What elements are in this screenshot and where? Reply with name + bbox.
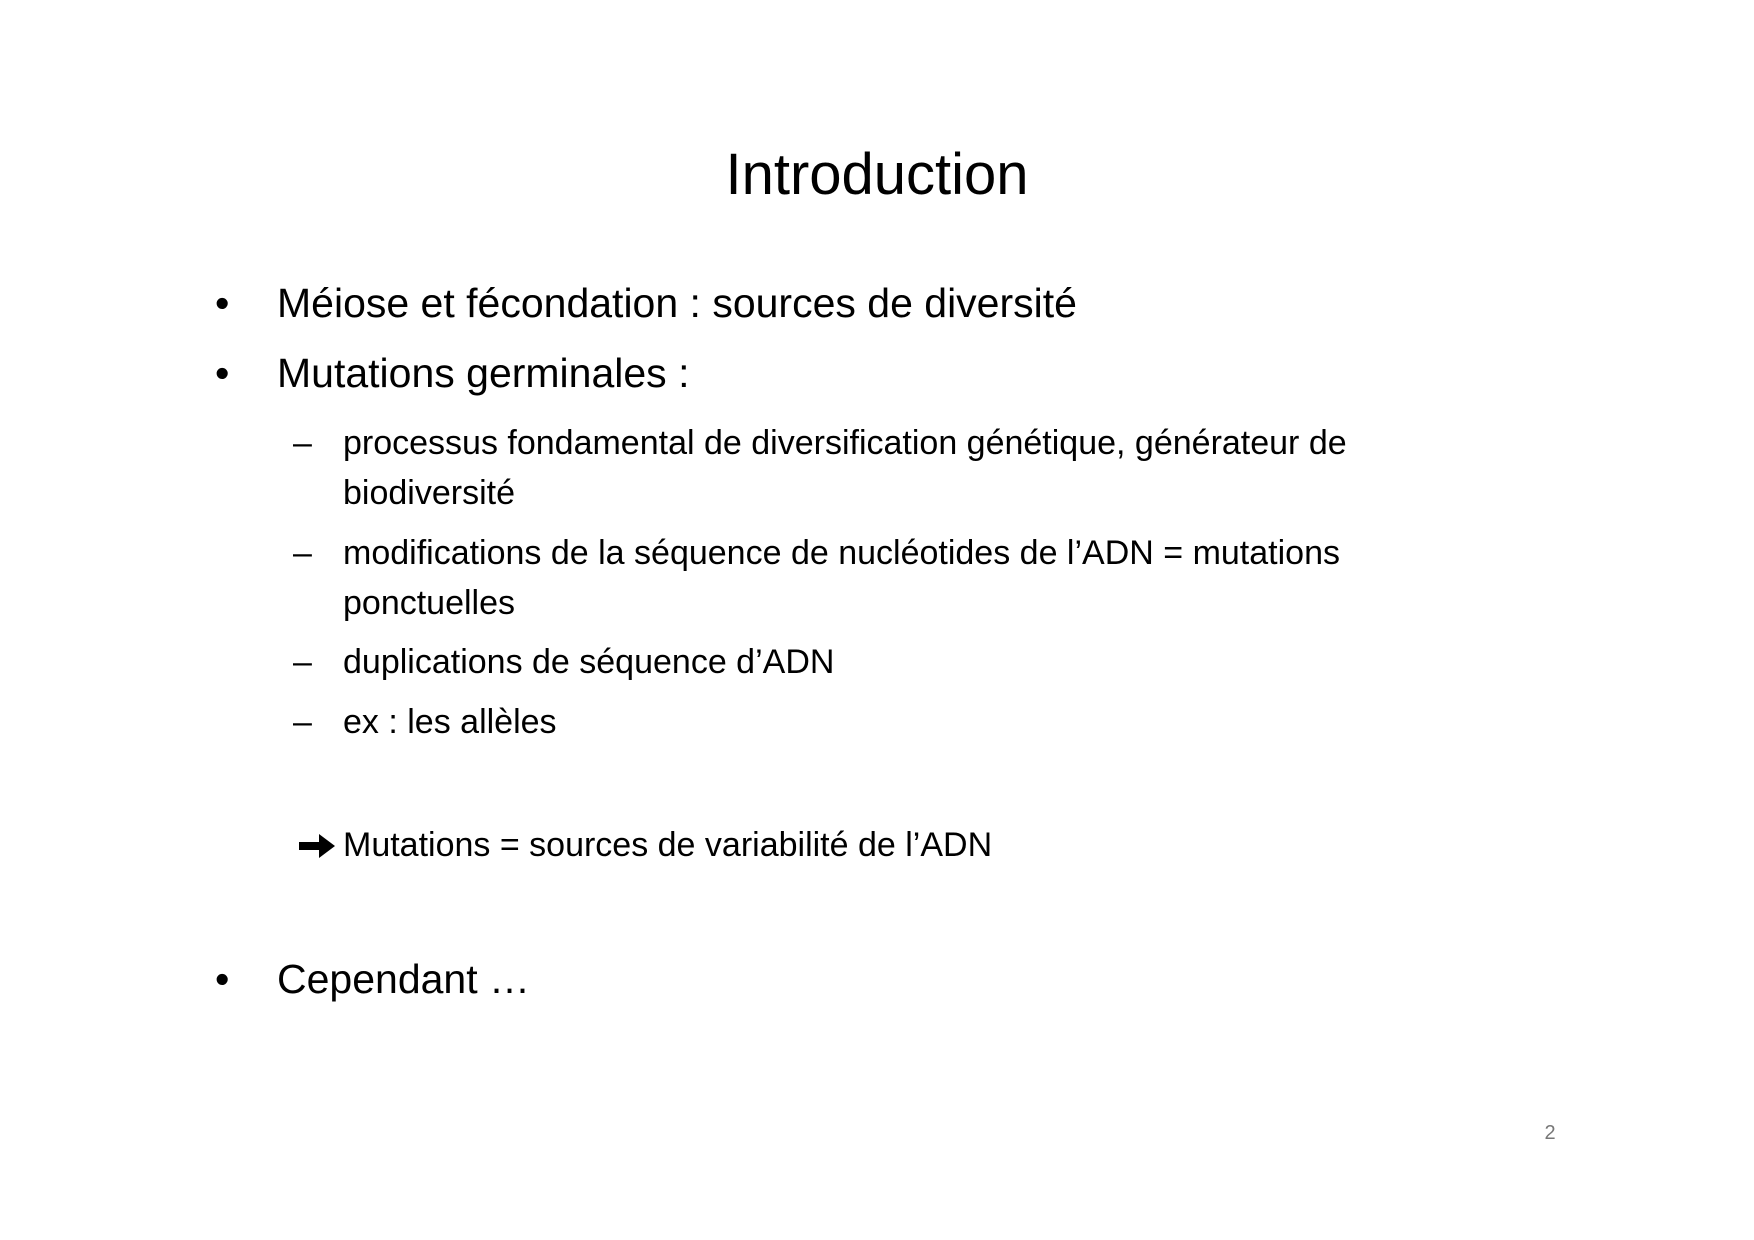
bullet-marker: • xyxy=(215,350,230,396)
sub-bullet-text: ex : les allèles xyxy=(343,703,557,741)
dash-marker: – xyxy=(293,703,312,741)
bullet-text: Mutations germinales : xyxy=(277,350,690,396)
bullet-text: Méiose et fécondation : sources de diversité xyxy=(277,280,1077,326)
dash-marker: – xyxy=(293,424,312,462)
dash-marker: – xyxy=(293,643,312,681)
dash-marker: – xyxy=(293,534,312,572)
conclusion-text: Mutations = sources de variabilité de l’ADN xyxy=(343,826,993,864)
slide-title: Introduction xyxy=(725,142,1029,207)
page-number: 2 xyxy=(1544,1122,1556,1144)
bullet-marker: • xyxy=(215,280,230,326)
bullet-marker: • xyxy=(215,956,230,1002)
right-arrow-icon xyxy=(297,832,337,860)
sub-bullet-text: processus fondamental de diversification génétique, générateur de biodiversité xyxy=(343,424,1347,512)
sub-bullet-text: modifications de la séquence de nucléotides de l’ADN = mutations ponctuelles xyxy=(343,534,1340,622)
sub-bullet-text: duplications de séquence d’ADN xyxy=(343,643,835,681)
bullet-text: Cependant … xyxy=(277,956,531,1002)
